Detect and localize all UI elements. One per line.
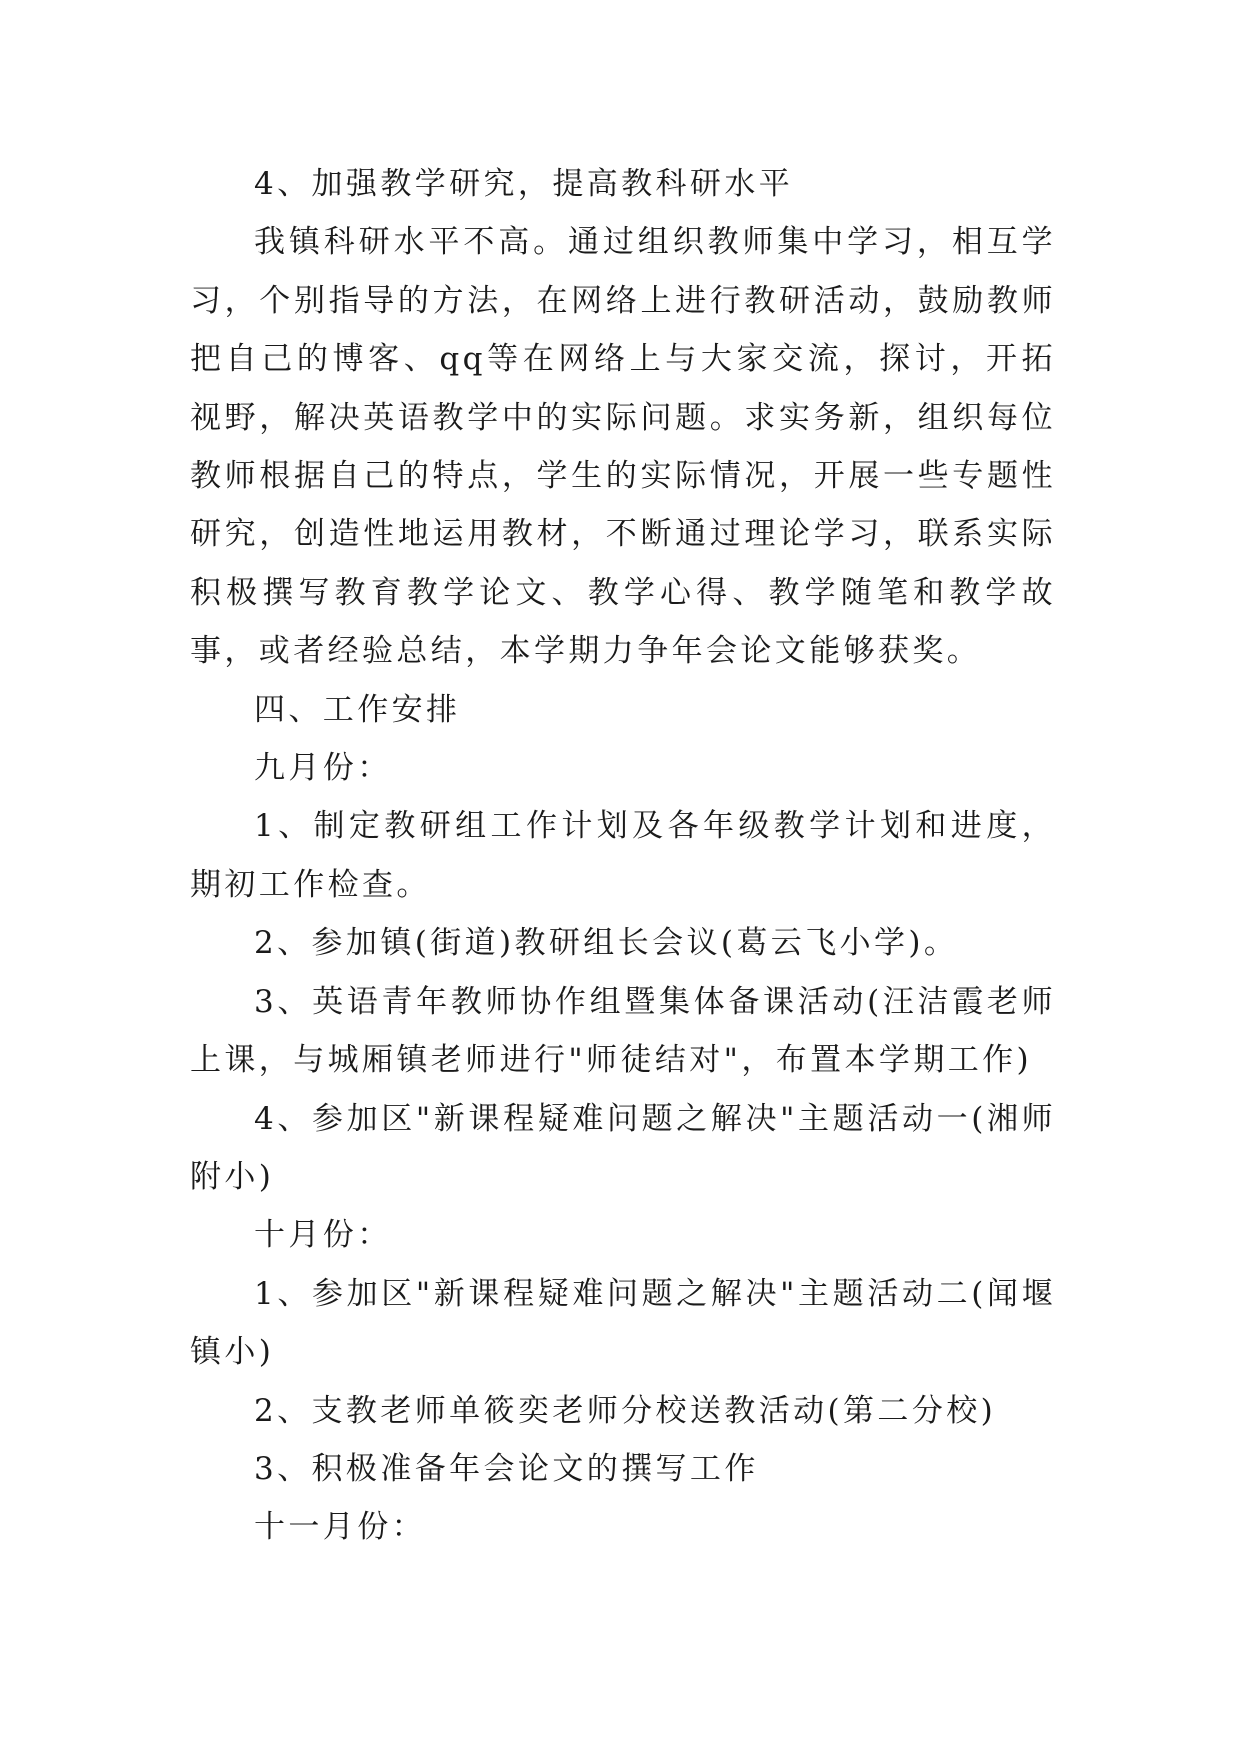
list-item-september-3: 3、英语青年教师协作组暨集体备课活动(汪洁霞老师上课，与城厢镇老师进行"师徒结对"，布置本学期工作) <box>190 983 1056 1079</box>
heading-october: 十月份： <box>254 1217 392 1254</box>
document-body <box>190 155 1056 1557</box>
paragraph-research-body: 我镇科研水平不高。通过组织教师集中学习，相互学习，个别指导的方法，在网络上进行教研活动，鼓励教师把自己的博客、qq等在网络上与大家交流，探讨，开拓视野，解决英语教学中的实际问题。求实务新，组织每位教师根据自己的特点，学生的实际情况，开展一些专题性研究，创造性地运用教材，不断通过理论学习，联系实际积极撰写教育教学论文、教学心得、教学随笔和教学故事，或者经验总结，本学期力争年会论文能够获奖。 <box>190 224 1056 670</box>
list-item-october-3: 3、积极准备年会论文的撰写工作 <box>254 1450 759 1487</box>
list-item-october-1: 1、参加区"新课程疑难问题之解决"主题活动二(闻堰镇小) <box>190 1275 1056 1371</box>
heading-work-schedule: 四、工作安排 <box>254 691 461 728</box>
heading-november: 十一月份： <box>254 1509 426 1546</box>
list-item-september-4: 4、参加区"新课程疑难问题之解决"主题活动一(湘师附小) <box>190 1100 1056 1195</box>
list-item-september-2: 2、参加镇(街道)教研组长会议(葛云飞小学)。 <box>254 925 959 962</box>
list-item-september-1: 1、制定教研组工作计划及各年级教学计划和进度，期初工作检查。 <box>190 808 1056 903</box>
heading-research: 4、加强教学研究，提高教科研水平 <box>254 166 794 202</box>
heading-september: 九月份： <box>254 750 392 787</box>
list-item-october-2: 2、支教老师单筱奕老师分校送教活动(第二分校) <box>254 1392 997 1429</box>
